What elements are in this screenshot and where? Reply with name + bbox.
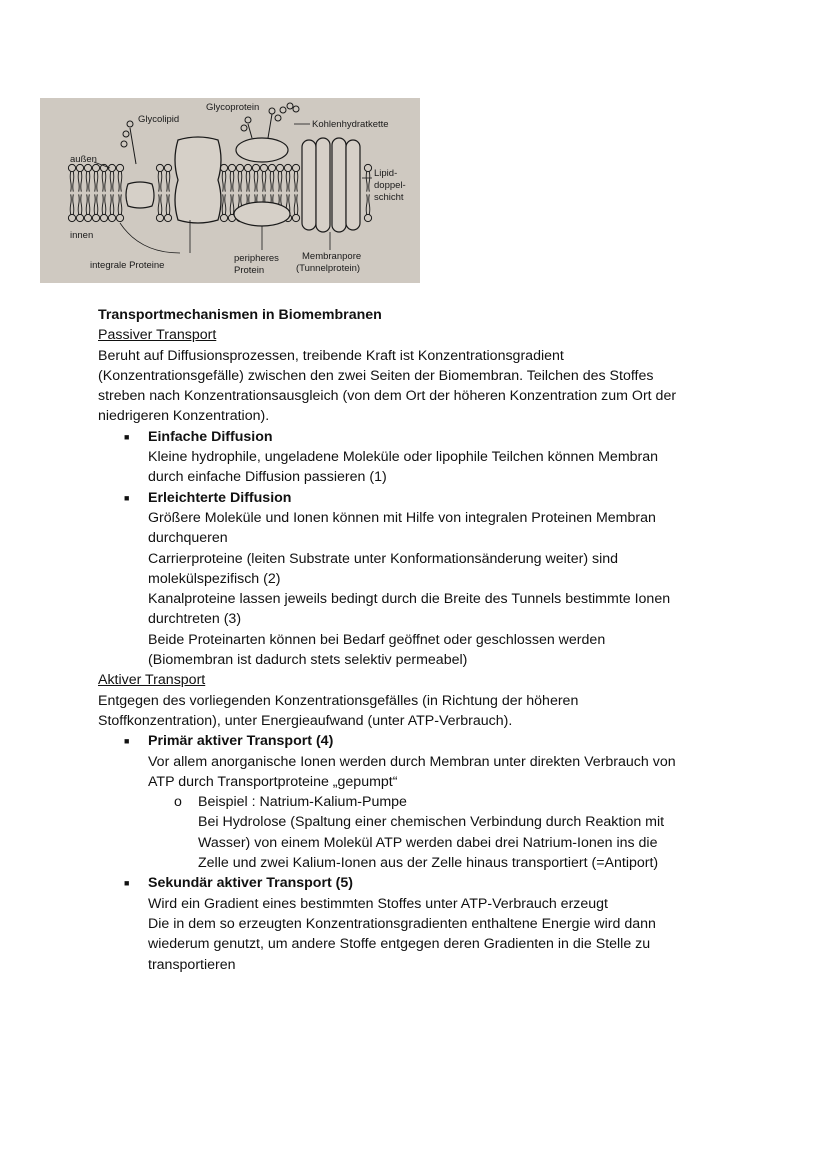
membrane-diagram-svg — [40, 98, 420, 283]
phospholipid-outer — [108, 164, 115, 191]
label-membranpore-2: (Tunnelprotein) — [296, 263, 361, 274]
phospholipid-outer — [276, 164, 283, 191]
phospholipid-outer — [244, 164, 251, 191]
label-lipid-3: schicht — [374, 192, 404, 203]
document-body — [98, 305, 758, 975]
phospholipid-outer — [268, 164, 275, 191]
phospholipid-inner — [84, 194, 91, 221]
sub-bullet-text-line: Zelle und zwei Kalium-Ionen aus der Zelle hinaus transportiert (=Antiport) — [198, 855, 659, 872]
label-aussen: außen — [70, 154, 97, 165]
bullet-text-line: transportieren — [148, 956, 236, 973]
bullet-text-line: (Biomembran ist dadurch stets selektiv permeabel) — [148, 652, 468, 669]
bullet-text-line: wiederum genutzt, um andere Stoffe entgegen deren Gradienten in die Stelle zu — [148, 936, 651, 953]
phospholipid-outer — [116, 164, 123, 191]
glycolipid-carbohydrate-chain — [121, 121, 136, 164]
phospholipid-outer — [292, 164, 299, 191]
phospholipid-outer — [252, 164, 259, 191]
phospholipid-inner — [68, 194, 75, 221]
phospholipid-outer — [68, 164, 75, 191]
bullet-text-line: Carrierproteine (leiten Substrate unter Konformationsänderung weiter) sind — [148, 550, 619, 567]
bullet-text-line: Vor allem anorganische Ionen werden durch Membran unter direkten Verbrauch von — [148, 753, 676, 770]
phospholipid-inner — [108, 194, 115, 221]
phospholipid-outer — [260, 164, 267, 191]
square-bullet-icon: ■ — [124, 878, 130, 889]
membrane-diagram — [40, 98, 420, 283]
phospholipid-inner — [92, 194, 99, 221]
sub-bullet-title: Beispiel : Natrium-Kalium-Pumpe — [198, 794, 407, 811]
phospholipid-inner — [100, 194, 107, 221]
bullet-text-line: Wird ein Gradient eines bestimmten Stoffes unter ATP-Verbrauch erzeugt — [148, 895, 609, 912]
passive-intro-line: streben nach Konzentrationsausgleich (von dem Ort der höheren Konzentration zum Ort der — [98, 388, 677, 405]
bullet-einfache-diffusion — [98, 427, 758, 447]
bullet-text-line: Beide Proteinarten können bei Bedarf geöffnet oder geschlossen werden — [148, 631, 606, 648]
bullet-primaer-aktiver-transport — [98, 731, 758, 751]
document-title: Transportmechanismen in Biomembranen — [98, 307, 382, 323]
peripheral-protein — [234, 202, 290, 226]
label-kohlenhydratkette: Kohlenhydratkette — [312, 119, 389, 130]
label-membranpore-1: Membranpore — [302, 251, 362, 262]
phospholipid-outer — [100, 164, 107, 191]
bullet-text-line: molekülspezifisch (2) — [148, 570, 281, 587]
square-bullet-icon: ■ — [124, 736, 130, 747]
passive-intro-line: (Konzentrationsgefälle) zwischen den zwei Seiten der Biomembran. Teilchen des Stoffes — [98, 367, 654, 384]
label-lipid-2: doppel- — [374, 180, 406, 191]
active-intro-line: Entgegen des vorliegenden Konzentrationsgefälles (in Richtung der höheren — [98, 692, 579, 709]
membrane-pore — [302, 138, 360, 232]
bullet-title: Primär aktiver Transport (4) — [148, 733, 334, 750]
bullet-erleichterte-diffusion — [98, 488, 758, 508]
passive-intro-line: niedrigeren Konzentration). — [98, 408, 270, 425]
phospholipid-inner — [292, 194, 299, 221]
sub-bullet-text-line: Wasser) von einem Molekül ATP werden dabei drei Natrium-Ionen ins die — [198, 834, 658, 851]
bullet-text-line: durch einfache Diffusion passieren (1) — [148, 469, 387, 486]
bullet-text-line: durchtreten (3) — [148, 611, 242, 628]
bullet-title: Sekundär aktiver Transport (5) — [148, 875, 353, 892]
bullet-text-line: Kanalproteine lassen jeweils bedingt durch die Breite des Tunnels bestimmte Ionen — [148, 591, 671, 608]
phospholipid-outer — [284, 164, 291, 191]
passive-intro-line: Beruht auf Diffusionsprozessen, treibende Kraft ist Konzentrationsgradient — [98, 347, 564, 364]
bullet-text-line: Größere Moleküle und Ionen können mit Hilfe von integralen Proteinen Membran — [148, 509, 656, 526]
phospholipid-inner — [116, 194, 123, 221]
passive-heading: Passiver Transport — [98, 327, 217, 344]
bullet-title: Einfache Diffusion — [148, 428, 273, 445]
square-bullet-icon: ■ — [124, 492, 130, 503]
phospholipid-inner — [164, 194, 171, 221]
phospholipid-inner — [364, 194, 371, 221]
bullet-sekundaer-aktiver-transport — [98, 873, 758, 893]
integral-protein-large — [175, 137, 221, 223]
phospholipid-inner — [76, 194, 83, 221]
label-integrale-proteine: integrale Proteine — [90, 260, 165, 271]
bullet-title: Erleichterte Diffusion — [148, 489, 292, 506]
phospholipid-outer — [228, 164, 235, 191]
label-innen: innen — [70, 230, 94, 241]
bullet-text-line: durchqueren — [148, 530, 228, 547]
label-glycoprotein: Glycoprotein — [206, 102, 260, 113]
active-heading: Aktiver Transport — [98, 672, 206, 689]
phospholipid-outer — [220, 164, 227, 191]
bullet-text-line: ATP durch Transportproteine „gepumpt“ — [148, 773, 398, 790]
label-glycolipid: Glycolipid — [138, 114, 180, 125]
phospholipid-outer — [164, 164, 171, 191]
phospholipid-outer — [92, 164, 99, 191]
phospholipid-outer — [84, 164, 91, 191]
phospholipid-outer — [156, 164, 163, 191]
bullet-text-line: Die in dem so erzeugten Konzentrationsgradienten enthaltene Energie wird dann — [148, 915, 656, 932]
phospholipid-outer — [76, 164, 83, 191]
active-intro-line: Stoffkonzentration), unter Energieaufwand (unter ATP-Verbrauch). — [98, 712, 513, 729]
sub-bullet-beispiel — [98, 792, 758, 812]
label-lipid-1: Lipid- — [374, 168, 398, 179]
glycoprotein-body — [236, 138, 288, 162]
label-peripheres-1: peripheres — [234, 253, 279, 264]
sub-bullet-text-line: Bei Hydrolose (Spaltung einer chemischen Verbindung durch Reaktion mit — [198, 814, 665, 831]
phospholipid-outer — [236, 164, 243, 191]
square-bullet-icon: ■ — [124, 431, 130, 442]
phospholipid-inner — [156, 194, 163, 221]
label-peripheres-2: Protein — [234, 265, 265, 276]
integral-protein-small — [126, 182, 154, 208]
bullet-text-line: Kleine hydrophile, ungeladene Moleküle oder lipophile Teilchen können Membran — [148, 449, 659, 466]
circle-bullet-icon: o — [174, 794, 182, 811]
